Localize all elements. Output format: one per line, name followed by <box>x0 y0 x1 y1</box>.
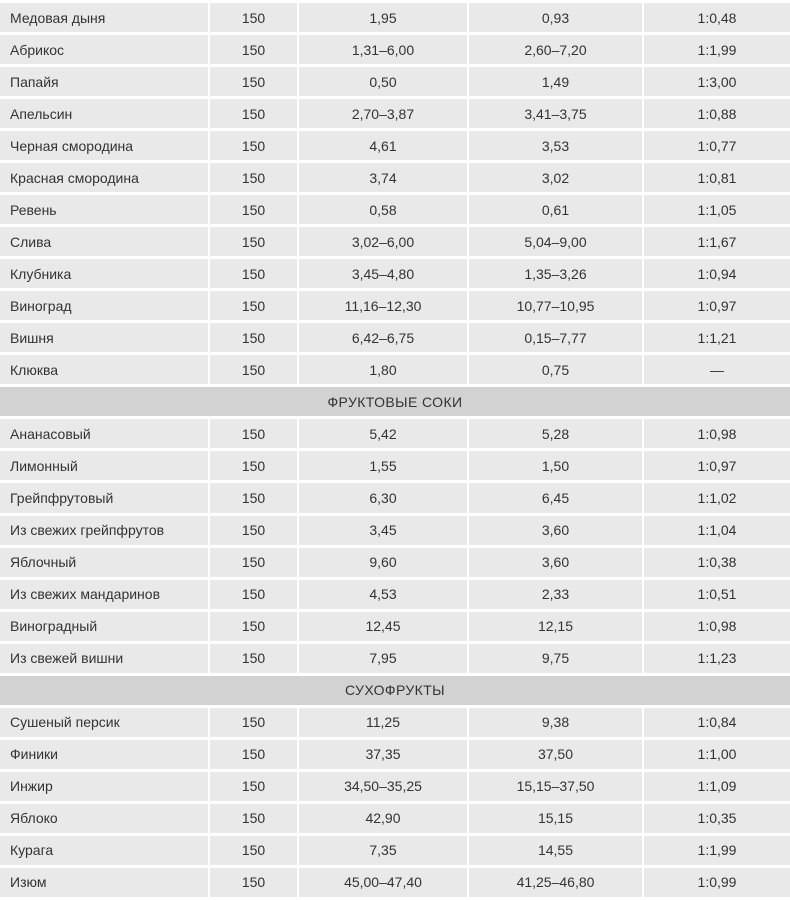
ratio-cell: 1:0,77 <box>643 130 790 162</box>
value-b-cell: 1,50 <box>468 450 643 482</box>
ratio-cell: 1:0,88 <box>643 98 790 130</box>
product-name-cell: Грейпфрутовый <box>0 482 209 514</box>
product-name-cell: Инжир <box>0 770 209 802</box>
table-row <box>0 770 790 802</box>
value-b-cell: 3,60 <box>468 514 643 546</box>
product-name-cell: Абрикос <box>0 34 209 66</box>
table-row <box>0 66 790 98</box>
value-a-cell: 9,60 <box>298 546 468 578</box>
table-row <box>0 418 790 450</box>
ratio-cell: 1:1,00 <box>643 738 790 770</box>
portion-cell: 150 <box>209 802 298 834</box>
value-a-cell: 7,95 <box>298 642 468 674</box>
product-name-cell: Виноградный <box>0 610 209 642</box>
value-b-cell: 41,25–46,80 <box>468 866 643 898</box>
table-row <box>0 162 790 194</box>
ratio-cell: 1:1,99 <box>643 834 790 866</box>
value-a-cell: 7,35 <box>298 834 468 866</box>
portion-cell: 150 <box>209 98 298 130</box>
table-row <box>0 322 790 354</box>
ratio-cell: 1:0,98 <box>643 418 790 450</box>
value-b-cell: 15,15 <box>468 802 643 834</box>
portion-cell: 150 <box>209 546 298 578</box>
value-a-cell: 6,30 <box>298 482 468 514</box>
ratio-cell: 1:0,98 <box>643 610 790 642</box>
portion-cell: 150 <box>209 130 298 162</box>
table-row <box>0 578 790 610</box>
table-row <box>0 610 790 642</box>
ratio-cell: 1:0,81 <box>643 162 790 194</box>
value-b-cell: 1,35–3,26 <box>468 258 643 290</box>
value-a-cell: 37,35 <box>298 738 468 770</box>
portion-cell: 150 <box>209 418 298 450</box>
ratio-cell: — <box>643 354 790 386</box>
table-row <box>0 514 790 546</box>
section-header-row <box>0 674 790 706</box>
value-b-cell: 3,41–3,75 <box>468 98 643 130</box>
table-row <box>0 258 790 290</box>
table-row <box>0 98 790 130</box>
portion-cell: 150 <box>209 450 298 482</box>
portion-cell: 150 <box>209 354 298 386</box>
value-b-cell: 6,45 <box>468 482 643 514</box>
value-b-cell: 5,04–9,00 <box>468 226 643 258</box>
value-b-cell: 10,77–10,95 <box>468 290 643 322</box>
ratio-cell: 1:0,94 <box>643 258 790 290</box>
table-row <box>0 290 790 322</box>
value-a-cell: 1,55 <box>298 450 468 482</box>
product-name-cell: Красная смородина <box>0 162 209 194</box>
ratio-cell: 1:0,48 <box>643 2 790 34</box>
value-a-cell: 3,45–4,80 <box>298 258 468 290</box>
portion-cell: 150 <box>209 578 298 610</box>
product-name-cell: Сушеный персик <box>0 706 209 738</box>
value-b-cell: 0,61 <box>468 194 643 226</box>
value-a-cell: 3,74 <box>298 162 468 194</box>
ratio-cell: 1:1,04 <box>643 514 790 546</box>
value-a-cell: 4,61 <box>298 130 468 162</box>
value-b-cell: 3,60 <box>468 546 643 578</box>
table-row <box>0 834 790 866</box>
nutrition-table-body <box>0 2 790 899</box>
product-name-cell: Яблоко <box>0 802 209 834</box>
table-row <box>0 34 790 66</box>
product-name-cell: Из свежих мандаринов <box>0 578 209 610</box>
value-a-cell: 3,45 <box>298 514 468 546</box>
value-a-cell: 6,42–6,75 <box>298 322 468 354</box>
product-name-cell: Апельсин <box>0 98 209 130</box>
portion-cell: 150 <box>209 162 298 194</box>
table-row <box>0 226 790 258</box>
product-name-cell: Клюква <box>0 354 209 386</box>
value-a-cell: 4,53 <box>298 578 468 610</box>
portion-cell: 150 <box>209 514 298 546</box>
portion-cell: 150 <box>209 866 298 898</box>
value-b-cell: 37,50 <box>468 738 643 770</box>
product-name-cell: Лимонный <box>0 450 209 482</box>
portion-cell: 150 <box>209 290 298 322</box>
value-b-cell: 15,15–37,50 <box>468 770 643 802</box>
value-a-cell: 1,31–6,00 <box>298 34 468 66</box>
value-b-cell: 12,15 <box>468 610 643 642</box>
product-name-cell: Финики <box>0 738 209 770</box>
value-a-cell: 3,02–6,00 <box>298 226 468 258</box>
portion-cell: 150 <box>209 610 298 642</box>
value-a-cell: 42,90 <box>298 802 468 834</box>
product-name-cell: Медовая дыня <box>0 2 209 34</box>
value-a-cell: 45,00–47,40 <box>298 866 468 898</box>
portion-cell: 150 <box>209 706 298 738</box>
value-a-cell: 0,58 <box>298 194 468 226</box>
ratio-cell: 1:1,02 <box>643 482 790 514</box>
product-name-cell: Яблочный <box>0 546 209 578</box>
value-b-cell: 0,75 <box>468 354 643 386</box>
value-a-cell: 11,25 <box>298 706 468 738</box>
value-b-cell: 2,33 <box>468 578 643 610</box>
value-b-cell: 0,93 <box>468 2 643 34</box>
table-row <box>0 194 790 226</box>
value-b-cell: 9,38 <box>468 706 643 738</box>
value-b-cell: 9,75 <box>468 642 643 674</box>
portion-cell: 150 <box>209 482 298 514</box>
section-header-label: ФРУКТОВЫЕ СОКИ <box>0 386 790 418</box>
value-b-cell: 3,53 <box>468 130 643 162</box>
value-b-cell: 2,60–7,20 <box>468 34 643 66</box>
value-a-cell: 5,42 <box>298 418 468 450</box>
value-a-cell: 2,70–3,87 <box>298 98 468 130</box>
portion-cell: 150 <box>209 258 298 290</box>
product-name-cell: Вишня <box>0 322 209 354</box>
table-row <box>0 546 790 578</box>
ratio-cell: 1:0,97 <box>643 290 790 322</box>
value-b-cell: 3,02 <box>468 162 643 194</box>
portion-cell: 150 <box>209 194 298 226</box>
portion-cell: 150 <box>209 66 298 98</box>
portion-cell: 150 <box>209 34 298 66</box>
section-header-row <box>0 386 790 418</box>
product-name-cell: Курага <box>0 834 209 866</box>
product-name-cell: Из свежей вишни <box>0 642 209 674</box>
table-row <box>0 130 790 162</box>
ratio-cell: 1:1,99 <box>643 34 790 66</box>
ratio-cell: 1:0,35 <box>643 802 790 834</box>
table-row <box>0 482 790 514</box>
product-name-cell: Изюм <box>0 866 209 898</box>
ratio-cell: 1:0,99 <box>643 866 790 898</box>
value-a-cell: 12,45 <box>298 610 468 642</box>
ratio-cell: 1:1,23 <box>643 642 790 674</box>
portion-cell: 150 <box>209 834 298 866</box>
ratio-cell: 1:1,67 <box>643 226 790 258</box>
ratio-cell: 1:3,00 <box>643 66 790 98</box>
product-name-cell: Ревень <box>0 194 209 226</box>
product-name-cell: Черная смородина <box>0 130 209 162</box>
portion-cell: 150 <box>209 226 298 258</box>
table-row <box>0 866 790 898</box>
product-name-cell: Из свежих грейпфрутов <box>0 514 209 546</box>
value-b-cell: 0,15–7,77 <box>468 322 643 354</box>
ratio-cell: 1:1,09 <box>643 770 790 802</box>
ratio-cell: 1:0,84 <box>643 706 790 738</box>
ratio-cell: 1:1,05 <box>643 194 790 226</box>
value-a-cell: 1,80 <box>298 354 468 386</box>
product-name-cell: Слива <box>0 226 209 258</box>
portion-cell: 150 <box>209 2 298 34</box>
table-row <box>0 738 790 770</box>
value-b-cell: 5,28 <box>468 418 643 450</box>
table-row <box>0 706 790 738</box>
portion-cell: 150 <box>209 770 298 802</box>
product-name-cell: Папайя <box>0 66 209 98</box>
ratio-cell: 1:0,97 <box>643 450 790 482</box>
table-row <box>0 802 790 834</box>
table-row <box>0 2 790 34</box>
product-name-cell: Виноград <box>0 290 209 322</box>
portion-cell: 150 <box>209 642 298 674</box>
value-a-cell: 34,50–35,25 <box>298 770 468 802</box>
portion-cell: 150 <box>209 738 298 770</box>
section-header-label: СУХОФРУКТЫ <box>0 674 790 706</box>
product-name-cell: Клубника <box>0 258 209 290</box>
portion-cell: 150 <box>209 322 298 354</box>
table-row <box>0 450 790 482</box>
value-b-cell: 1,49 <box>468 66 643 98</box>
table-row <box>0 642 790 674</box>
product-name-cell: Ананасовый <box>0 418 209 450</box>
value-b-cell: 14,55 <box>468 834 643 866</box>
ratio-cell: 1:0,51 <box>643 578 790 610</box>
ratio-cell: 1:0,38 <box>643 546 790 578</box>
value-a-cell: 1,95 <box>298 2 468 34</box>
ratio-cell: 1:1,21 <box>643 322 790 354</box>
value-a-cell: 0,50 <box>298 66 468 98</box>
value-a-cell: 11,16–12,30 <box>298 290 468 322</box>
table-row <box>0 354 790 386</box>
